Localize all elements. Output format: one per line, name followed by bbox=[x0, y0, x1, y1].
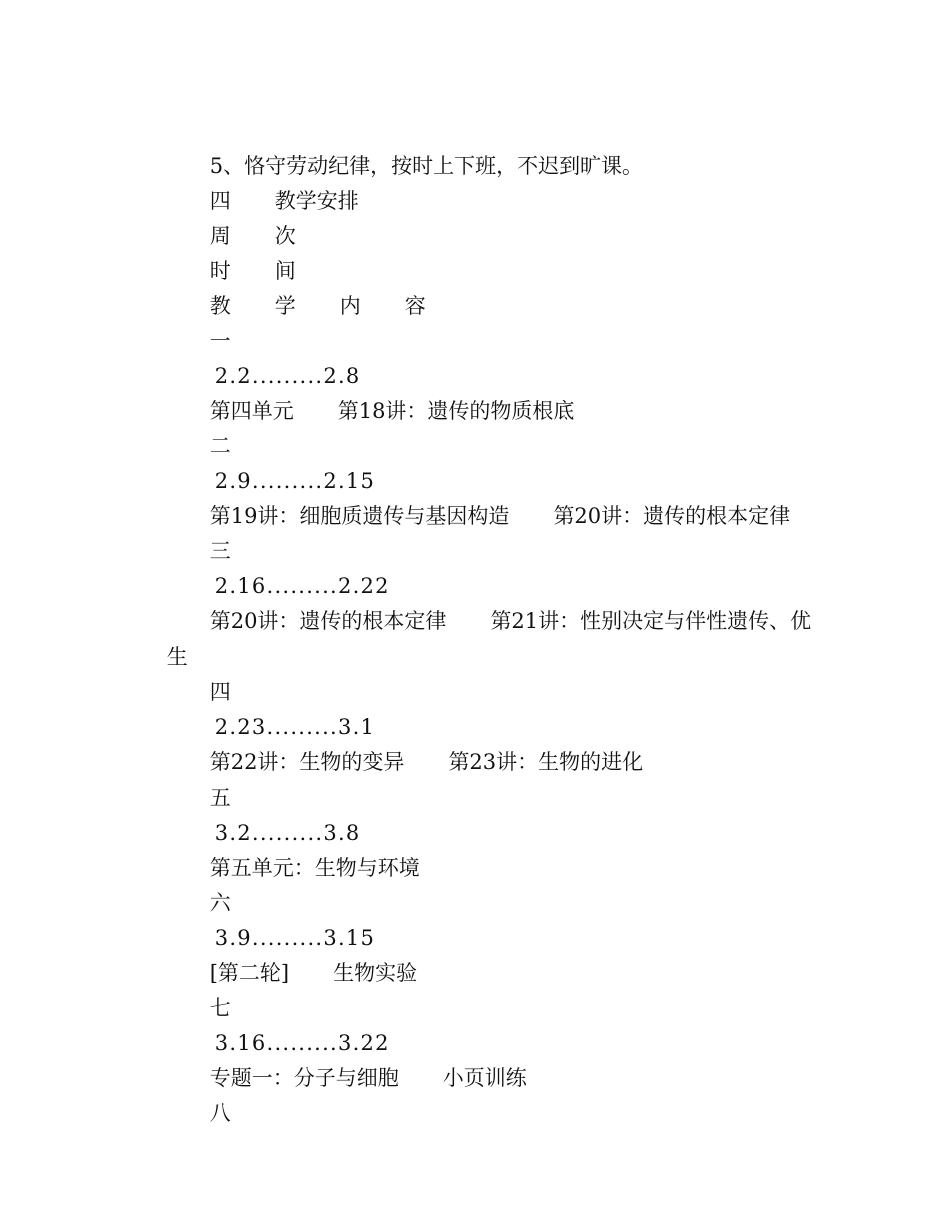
text-span: 教 bbox=[209, 294, 231, 318]
text-span: 2.23.........3.1 bbox=[214, 715, 376, 739]
content-line bbox=[183, 464, 791, 528]
table-header-line bbox=[183, 254, 426, 318]
text-span: 第19讲：细胞质遗传与基因构造 bbox=[209, 504, 510, 528]
date-range bbox=[183, 429, 376, 493]
text-span: 八 bbox=[209, 1101, 231, 1125]
week-number bbox=[183, 956, 231, 1020]
text-line bbox=[183, 114, 644, 178]
text-span: 2.2.........2.8 bbox=[214, 364, 361, 388]
text-span: 二 bbox=[209, 434, 231, 458]
text-span: 小页训练 bbox=[442, 1066, 527, 1090]
text-span: 教学安排 bbox=[274, 189, 359, 213]
text-span: 第18讲：遗传的物质根底 bbox=[337, 399, 575, 423]
text-span: 专题一：分子与细胞 bbox=[209, 1066, 399, 1090]
date-range bbox=[183, 324, 361, 388]
text-span: 七 bbox=[209, 996, 231, 1020]
date-range bbox=[183, 991, 390, 1055]
text-span: 3.9.........3.15 bbox=[214, 926, 376, 950]
text-span: 3.16.........3.22 bbox=[214, 1031, 390, 1055]
date-range bbox=[183, 886, 376, 950]
content-line bbox=[183, 816, 420, 880]
text-span: [第二轮] bbox=[209, 961, 290, 985]
week-number bbox=[183, 499, 231, 563]
text-span: 2.9.........2.15 bbox=[214, 469, 376, 493]
text-span: 2.16.........2.22 bbox=[214, 574, 390, 598]
text-span: 时 bbox=[209, 259, 231, 283]
text-span: 周 bbox=[209, 224, 231, 248]
week-number bbox=[183, 746, 231, 810]
table-header-line bbox=[183, 184, 296, 248]
date-range bbox=[183, 534, 390, 598]
week-number bbox=[183, 394, 231, 458]
text-span: 四 bbox=[209, 680, 231, 704]
text-span: 学 bbox=[274, 294, 296, 318]
text-span: 生 bbox=[166, 645, 188, 669]
text-span: 第四单元 bbox=[209, 399, 294, 423]
text-span: 容 bbox=[404, 294, 426, 318]
week-number bbox=[183, 289, 231, 353]
text-span: 5、恪守劳动纪律，按时上下班，不迟到旷课。 bbox=[209, 154, 644, 178]
text-span: 四 bbox=[209, 189, 231, 213]
text-span: 第23讲：生物的进化 bbox=[448, 750, 644, 774]
text-span: 一 bbox=[209, 329, 231, 353]
content-line bbox=[183, 1026, 527, 1090]
text-span: 第22讲：生物的变异 bbox=[209, 750, 405, 774]
text-span: 五 bbox=[209, 786, 231, 810]
text-span: 六 bbox=[209, 891, 231, 915]
week-number bbox=[183, 1061, 231, 1125]
text-span: 第五单元：生物与环境 bbox=[209, 856, 420, 880]
text-span: 3.2.........3.8 bbox=[214, 821, 361, 845]
table-header-line bbox=[183, 219, 296, 283]
content-line bbox=[183, 710, 644, 774]
text-span: 次 bbox=[274, 224, 296, 248]
content-line bbox=[183, 359, 575, 423]
date-range bbox=[183, 781, 361, 845]
text-span: 内 bbox=[339, 294, 361, 318]
text-span: 第20讲：遗传的根本定律 bbox=[209, 609, 447, 633]
text-span: 生物实验 bbox=[333, 961, 418, 985]
text-span: 第20讲：遗传的根本定律 bbox=[553, 504, 791, 528]
date-range bbox=[183, 675, 376, 739]
content-line bbox=[183, 569, 812, 633]
content-line bbox=[183, 921, 418, 985]
text-span: 第21讲：性别决定与伴性遗传、优 bbox=[490, 609, 812, 633]
text-span: 间 bbox=[274, 259, 296, 283]
section-heading bbox=[183, 149, 359, 213]
content-line-wrap bbox=[140, 605, 188, 669]
week-number bbox=[183, 640, 231, 704]
week-number bbox=[183, 851, 231, 915]
text-span: 三 bbox=[209, 539, 231, 563]
